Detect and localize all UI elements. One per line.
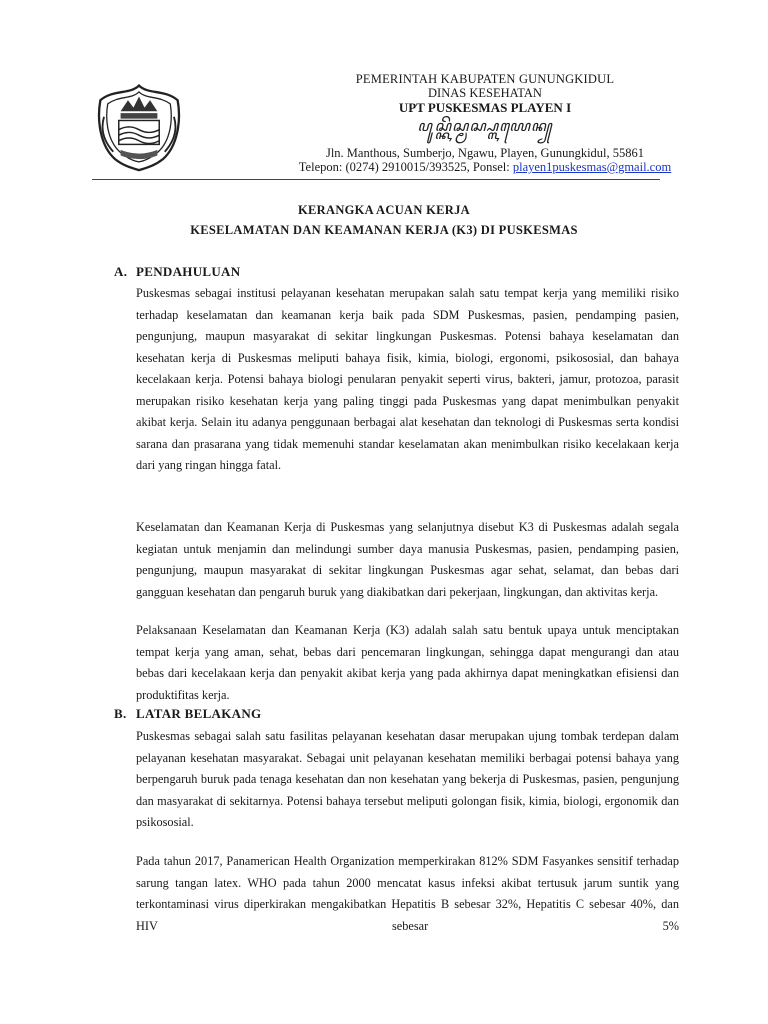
paragraph: Pada tahun 2017, Panamerican Health Organization memperkirakan 812% SDM Fasyankes sensitif terhadap sarung tangan latex. WHO pada tahun 2000 mencatat kasus infeksi akibat tertusuk jarum suntik yang terkontaminasi virus diperkirakan mengakibatkan Hepatitis B sebesar 32%, Hepatitis C sebesar 40%, dan HIV sebesar 5%: [136, 854, 679, 933]
section-title: PENDAHULUAN: [136, 264, 241, 279]
paragraph: Puskesmas sebagai institusi pelayanan kesehatan merupakan salah satu tempat kerja yang memiliki risiko terhadap keselamatan dan keamanan kerja baik pada SDM Puskesmas, pasien, pendamping pasien, pengunjung, maupun masyarakat di sekitar lingkungan Puskesmas. Potensi bahaya keselamatan dan kesehatan kerja di Puskesmas meliputi bahaya fisik, kimia, biologi, ergonomi, psikososial, dan bahaya kecelakaan kerja. Potensi bahaya biologi penularan penyakit seperti virus, bakteri, jamur, protozoa, parasit merupakan risiko kesehatan kerja yang paling tinggi pada Puskesmas yang dapat menimbulkan penyakit akibat kerja. Selain itu adanya penggunaan berbagai alat kesehatan dan teknologi di Puskesmas serta kondisi sarana dan prasarana yang tidak memenuhi standar keselamatan akan menimbulkan risiko kecelakaan kerja dari yang ringan hingga fatal.: [136, 286, 679, 472]
section-letter: A.: [114, 264, 128, 279]
section-title: LATAR BELAKANG: [136, 706, 262, 721]
paragraph: Keselamatan dan Keamanan Kerja di Puskesmas yang selanjutnya disebut K3 di Puskesmas adalah segala kegiatan untuk menjamin dan melindungi sumber daya manusia Puskesmas, pasien, pendamping pasien, pengunjung, maupun masyarakat di sekitar lingkungan Puskesmas agar sehat, selamat, dan bebas dari gangguan kesehatan dan pengaruh buruk yang diakibatkan dari pekerjaan, lingkungan, dan aktivitas kerja.: [136, 520, 679, 599]
letterhead-government: PEMERINTAH KABUPATEN GUNUNGKIDUL: [355, 72, 615, 86]
gunungkidul-emblem-icon: [93, 80, 185, 172]
letterhead-contact: [190, 160, 768, 175]
section-letter: B.: [114, 706, 127, 721]
letterhead-department: DINAS KESEHATAN: [428, 86, 542, 100]
document-subtitle: KESELAMATAN DAN KEAMANAN KERJA (K3) DI PUSKESMAS: [190, 223, 578, 237]
letterhead-unit: UPT PUSKESMAS PLAYEN I: [398, 100, 572, 115]
section-heading-latar-belakang: [114, 706, 261, 722]
section-heading-pendahuluan: [114, 264, 240, 280]
document-title: KERANGKA ACUAN KERJA: [298, 203, 470, 217]
letterhead-address: Jln. Manthous, Sumberjo, Ngawu, Playen, Gunungkidul, 55861: [325, 146, 645, 160]
letterhead-divider: [92, 179, 660, 180]
letterhead-phone: Telepon: (0274) 2910015/393525, Ponsel:: [298, 160, 513, 174]
letterhead-javanese-script: ꦥꦸꦱ꧀ꦏꦼꦱ꧀ꦩꦱ꧀ꦥ꧀ꦭꦪꦺꦤ꧀: [417, 119, 553, 135]
paragraph: Puskesmas sebagai salah satu fasilitas pelayanan kesehatan dasar merupakan ujung tombak terdepan dalam pelayanan kesehatan masyarakat. Sebagai unit pelayanan kesehatan memiliki berbagai potensi bahaya yang berpengaruh buruk pada tenaga kesehatan dan non kesehatan yang bekerja di Puskesmas, pasien, pengunjung dan masyarakat di sekitarnya. Potensi bahaya tersebut meliputi golongan fisik, kimia, biologi, ergonomik dan psikososial.: [136, 729, 679, 829]
paragraph: Pelaksanaan Keselamatan dan Keamanan Kerja (K3) adalah salah satu bentuk upaya untuk menciptakan tempat kerja yang aman, sehat, bebas dari pencemaran lingkungan, sehingga dapat mengurangi dan atau bebas dari kecelakaan kerja dan penyakit akibat kerja yang pada akhirnya dapat meningkatkan efisiensi dan produktifitas kerja.: [136, 623, 679, 702]
email-link[interactable]: playen1puskesmas@gmail.com: [512, 160, 672, 174]
